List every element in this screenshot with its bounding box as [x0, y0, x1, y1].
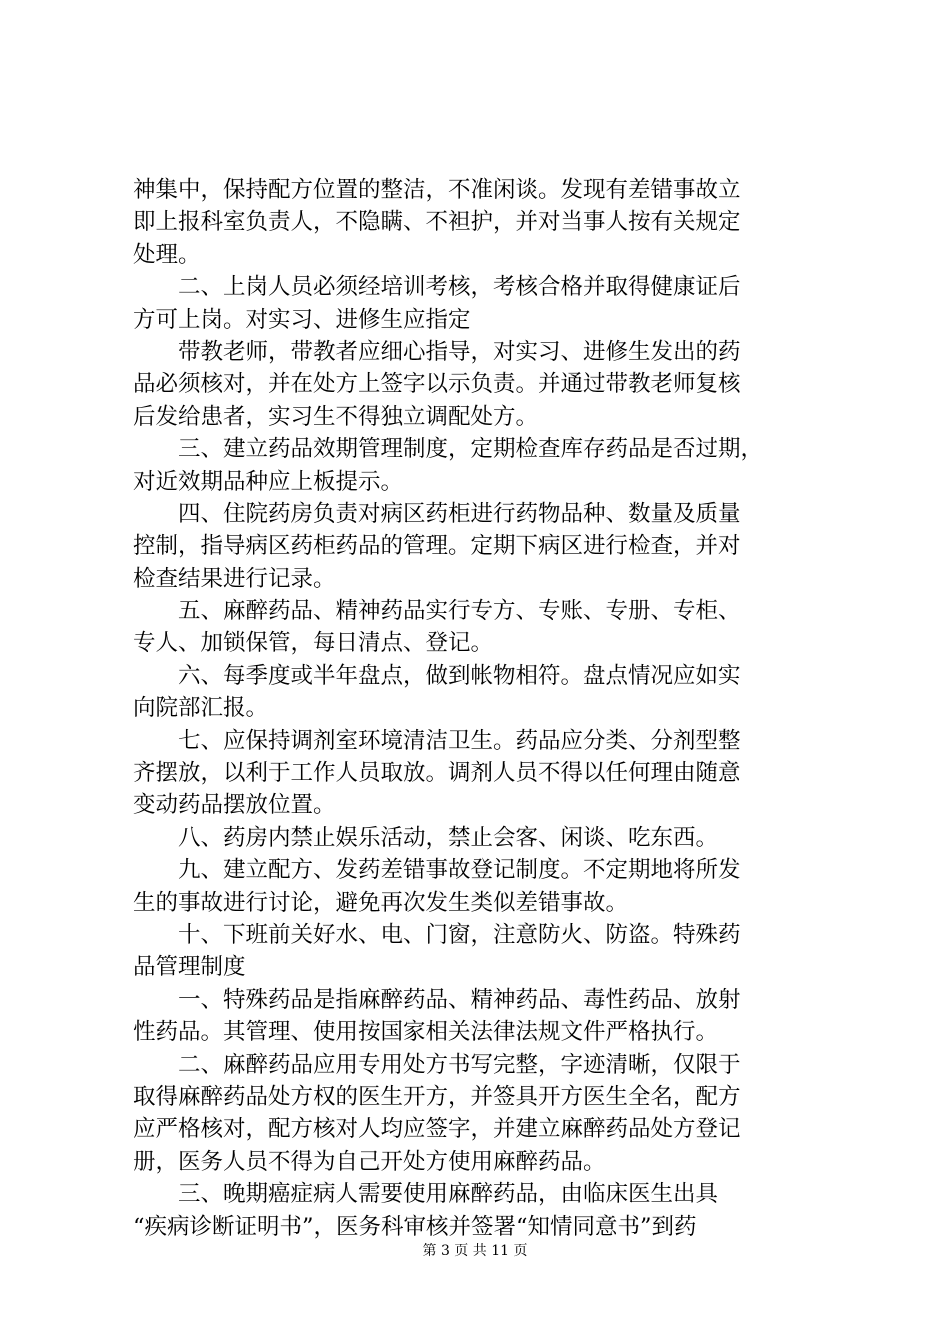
text-line: 二、麻醉药品应用专用处方书写完整，字迹清晰，仅限于 — [133, 1051, 741, 1078]
text-line: 四、住院药房负责对病区药柜进行药物品种、数量及质量 — [133, 500, 741, 527]
text-line: 方可上岗。对实习、进修生应指定 — [133, 306, 471, 333]
text-line: 性药品。其管理、使用按国家相关法律法规文件严格执行。 — [133, 1019, 719, 1046]
text-line: 六、每季度或半年盘点，做到帐物相符。盘点情况应如实 — [133, 662, 741, 689]
text-line: 七、应保持调剂室环境清洁卫生。药品应分类、分剂型整 — [133, 727, 741, 754]
text-line: 九、建立配方、发药差错事故登记制度。不定期地将所发 — [133, 857, 741, 884]
text-line: 控制，指导病区药柜药品的管理。定期下病区进行检查，并对 — [133, 533, 741, 560]
text-line: 一、特殊药品是指麻醉药品、精神药品、毒性药品、放射 — [133, 986, 741, 1013]
text-line: 三、建立药品效期管理制度，定期检查库存药品是否过期， — [133, 436, 764, 463]
text-line: 品必须核对，并在处方上签字以示负责。并通过带教老师复核 — [133, 371, 741, 398]
text-line: 生的事故进行讨论，避免再次发生类似差错事故。 — [133, 889, 629, 916]
text-line: 向院部汇报。 — [133, 695, 269, 722]
text-line: 三、晚期癌症病人需要使用麻醉药品，由临床医生出具 — [133, 1181, 719, 1208]
text-line: 十、下班前关好水、电、门窗，注意防火、防盗。特殊药 — [133, 921, 741, 948]
document-body — [133, 174, 833, 1243]
text-line: 五、麻醉药品、精神药品实行专方、专账、专册、专柜、 — [133, 598, 741, 625]
text-line: 专人、加锁保管，每日清点、登记。 — [133, 630, 494, 657]
text-line: 带教老师，带教者应细心指导，对实习、进修生发出的药 — [133, 338, 741, 365]
text-line: 变动药品摆放位置。 — [133, 792, 336, 819]
text-line: 取得麻醉药品处方权的医生开方，并签具开方医生全名，配方 — [133, 1083, 741, 1110]
text-line: 册，医务人员不得为自己开处方使用麻醉药品。 — [133, 1148, 606, 1175]
text-line: 二、上岗人员必须经培训考核，考核合格并取得健康证后 — [133, 274, 741, 301]
text-line: 齐摆放，以利于工作人员取放。调剂人员不得以任何理由随意 — [133, 760, 741, 787]
text-line: 对近效期品种应上板提示。 — [133, 468, 404, 495]
text-line: 神集中，保持配方位置的整洁，不准闲谈。发现有差错事故立 — [133, 177, 741, 203]
text-line: 检查结果进行记录。 — [133, 565, 336, 592]
text-line: 后发给患者，实习生不得独立调配处方。 — [133, 403, 539, 430]
text-line: 即上报科室负责人，不隐瞒、不袒护，并对当事人按有关规定 — [133, 209, 741, 236]
text-line: 处理。 — [133, 241, 201, 268]
text-line: 应严格核对，配方核对人均应签字，并建立麻醉药品处方登记 — [133, 1116, 741, 1143]
text-line: 八、药房内禁止娱乐活动，禁止会客、闲谈、吃东西。 — [133, 824, 719, 851]
text-line: “疾病诊断证明书”，医务科审核并签署“知情同意书”到药 — [133, 1213, 697, 1240]
page-footer: 第 3 页 共 11 页 — [422, 1243, 528, 1259]
text-line: 品管理制度 — [133, 954, 246, 981]
